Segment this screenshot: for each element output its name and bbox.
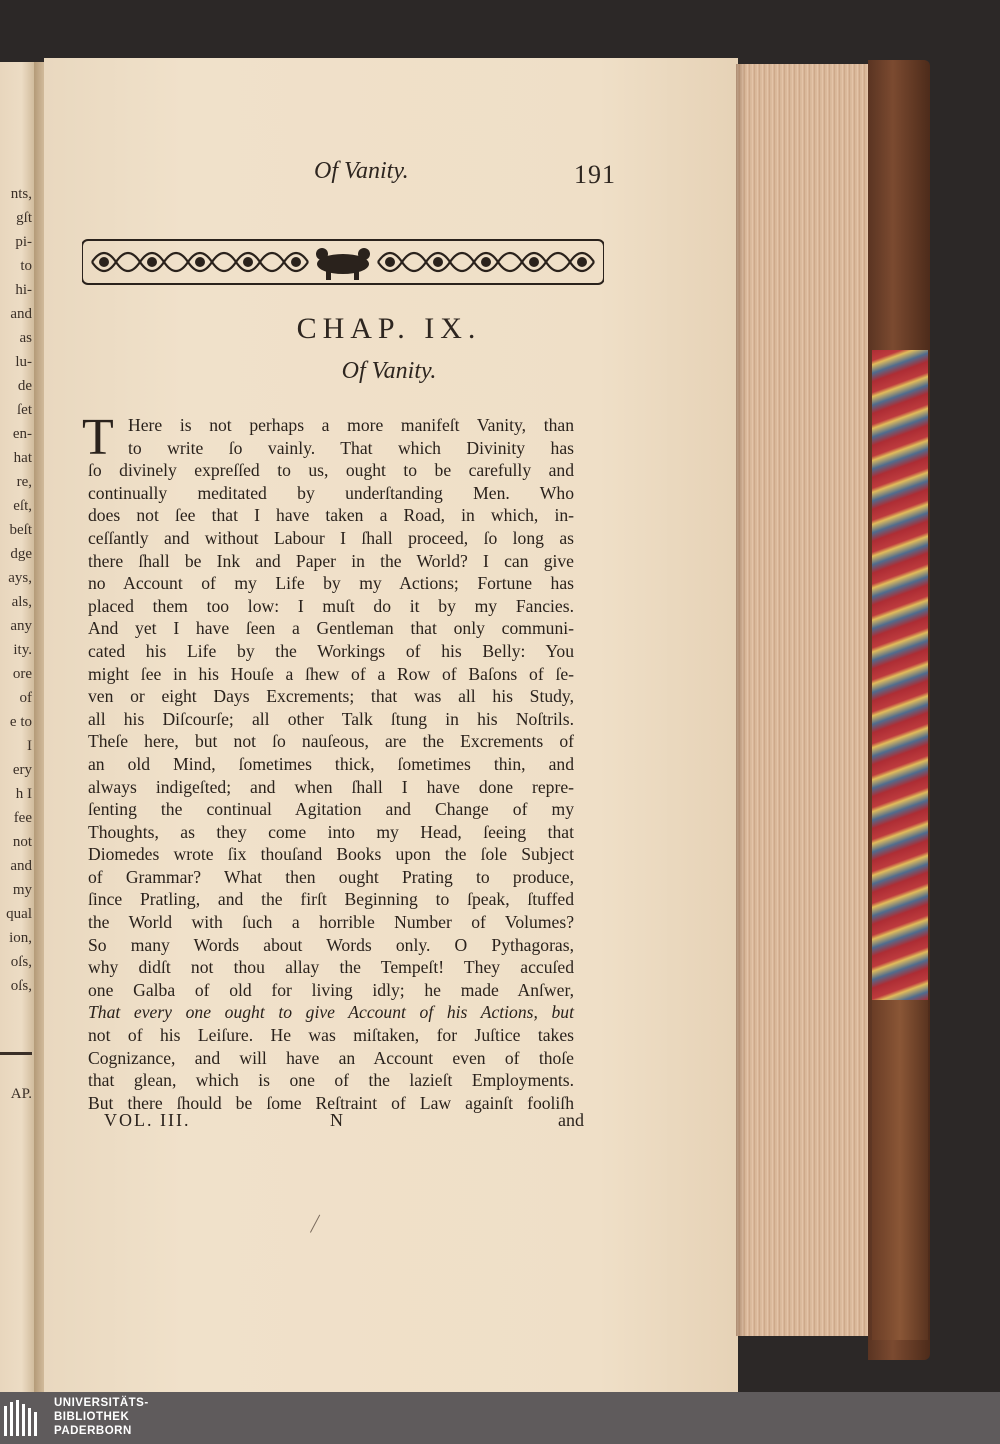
left-fragment: pi-: [15, 234, 32, 250]
left-fragment: oſs,: [10, 954, 32, 970]
body-text: [82, 409, 574, 1114]
left-fragment: ion,: [9, 930, 32, 946]
drop-cap: T: [82, 409, 114, 466]
text-line: does not ſee that I have taken a Road, in which, in-: [88, 505, 574, 526]
text-line: That every one ought to give Account of his Actions, but: [88, 1002, 574, 1023]
running-title: Of Vanity.: [314, 158, 409, 184]
left-fragment: I: [27, 738, 32, 754]
right-page: [44, 58, 738, 1392]
text-line: always indigeſted; and when ſhall I have done repre-: [88, 776, 574, 797]
signature-mark: N: [330, 1110, 343, 1130]
text-line: why didſt not thou allay the Tempeſt! They accuſed: [88, 957, 574, 978]
text-line: ceſſantly and without Labour I ſhall proceed, ſo long as: [88, 527, 574, 548]
library-logo-icon: [4, 1400, 44, 1436]
page-number: 191: [574, 160, 616, 189]
text-line: But there ſhould be ſome Reſtraint of Law againſt fooliſh: [88, 1092, 574, 1113]
leather-corner: [872, 1000, 928, 1340]
text-line: ſenting the continual Agitation and Change of my: [88, 799, 574, 820]
library-name: [54, 1396, 149, 1438]
text-line: ſince Pratling, and the firſt Beginning to ſpeak, ſtuffed: [88, 889, 574, 910]
text-line: cated his Life by the Workings of his Belly: You: [88, 640, 574, 661]
left-fragment: eſt,: [13, 498, 32, 514]
left-fragment: ays,: [8, 570, 32, 586]
left-fragment: to: [20, 258, 32, 274]
left-fragment: lu-: [15, 354, 32, 370]
left-fragment: gſt: [16, 210, 32, 226]
left-fragment: and: [10, 858, 32, 874]
left-fragment: hat: [13, 450, 32, 466]
text-line: Theſe here, but not ſo nauſeous, are the Excrements of: [88, 731, 574, 752]
left-fragment: hi-: [15, 282, 32, 298]
left-fragment: not: [12, 834, 32, 850]
left-fragment: h I: [15, 786, 32, 802]
text-line: no Account of my Life by my Actions; Fortune has: [88, 573, 574, 594]
left-fragment: re,: [16, 474, 32, 490]
left-fragment: e to: [9, 714, 32, 730]
text-line: an old Mind, ſometimes thick, ſometimes thin, and: [88, 753, 574, 774]
fore-edge: [736, 64, 870, 1336]
marbled-board: [872, 350, 928, 1000]
left-fragment: fee: [13, 810, 32, 826]
left-fragment: dge: [10, 546, 32, 562]
left-fragment: ery: [12, 762, 32, 778]
text-line: one Galba of old for living idly; he made Anſwer,: [88, 979, 574, 1000]
left-fragment: nts,: [10, 186, 32, 202]
chapter-subtitle: Of Vanity.: [341, 358, 437, 384]
library-line: UNIVERSITÄTS-: [54, 1397, 149, 1409]
text-line: Cognizance, and will have an Account even of thoſe: [88, 1047, 574, 1068]
left-fragment: as: [19, 330, 32, 346]
left-fragment: ity.: [13, 642, 32, 658]
text-line: there ſhall be Ink and Paper in the World? I can give: [88, 550, 574, 571]
text-line: to write ſo vainly. That which Divinity has: [128, 437, 574, 458]
fore-edge-shadow: [736, 64, 746, 1336]
left-fragment: my: [12, 882, 32, 898]
left-fragment: ore: [12, 666, 32, 682]
text-line: Thoughts, as they come into my Head, ſeeing that: [88, 821, 574, 842]
text-line: that glean, which is one of the lazieſt Employments.: [88, 1070, 574, 1091]
text-line: not of his Leiſure. He was miſtaken, for Juſtice takes: [88, 1025, 574, 1046]
library-footer-bar: [0, 1392, 1000, 1444]
left-fragment: en-: [12, 426, 32, 442]
text-line: placed them too low: I muſt do it by my Fancies.: [88, 595, 574, 616]
text-line: And yet I have ſeen a Gentleman that only communi-: [88, 618, 574, 639]
page-footer: [104, 1110, 584, 1136]
library-line: PADERBORN: [54, 1425, 132, 1437]
left-fragment: ſet: [17, 402, 32, 418]
ornament-headpiece-icon: [82, 238, 604, 286]
volume-label: VOL. III.: [104, 1110, 191, 1130]
text-line: the World with ſuch a horrible Number of Volumes?: [88, 912, 574, 933]
text-line: Here is not perhaps a more manifeſt Vanity, than: [128, 415, 574, 435]
left-fragment: qual: [6, 906, 32, 922]
left-fragment: and: [10, 306, 32, 322]
chapter-title: CHAP. IX.: [296, 312, 482, 345]
text-line: might ſee in his Houſe a ſhew of a Row of Baſons of ſe-: [88, 663, 574, 684]
left-page-rule: [0, 1052, 32, 1055]
left-fragment: AP.: [10, 1086, 32, 1102]
left-fragment: of: [19, 690, 32, 706]
left-fragment: beſt: [9, 522, 32, 538]
left-page-edge: [0, 62, 36, 1392]
catchword: and: [558, 1110, 584, 1130]
text-line: continually meditated by underſtanding Men. Who: [88, 482, 574, 503]
left-fragment: oſs,: [10, 978, 32, 994]
library-line: BIBLIOTHEK: [54, 1411, 130, 1423]
text-line: ven or eight Days Excrements; that was all his Study,: [88, 686, 574, 707]
left-fragment: als,: [11, 594, 32, 610]
left-fragment: de: [17, 378, 32, 394]
text-line: ſo divinely expreſſed to us, ought to be carefully and: [88, 460, 574, 481]
text-line: So many Words about Words only. O Pythagoras,: [88, 934, 574, 955]
text-line: of Grammar? What then ought Prating to produce,: [88, 866, 574, 887]
text-line: Diomedes wrote ſix thouſand Books upon the ſole Subject: [88, 844, 574, 865]
left-fragment: any: [10, 618, 32, 634]
text-line: all his Diſcourſe; all other Talk ſtung in his Noſtrils.: [88, 708, 574, 729]
pencil-mark: [310, 1215, 329, 1238]
